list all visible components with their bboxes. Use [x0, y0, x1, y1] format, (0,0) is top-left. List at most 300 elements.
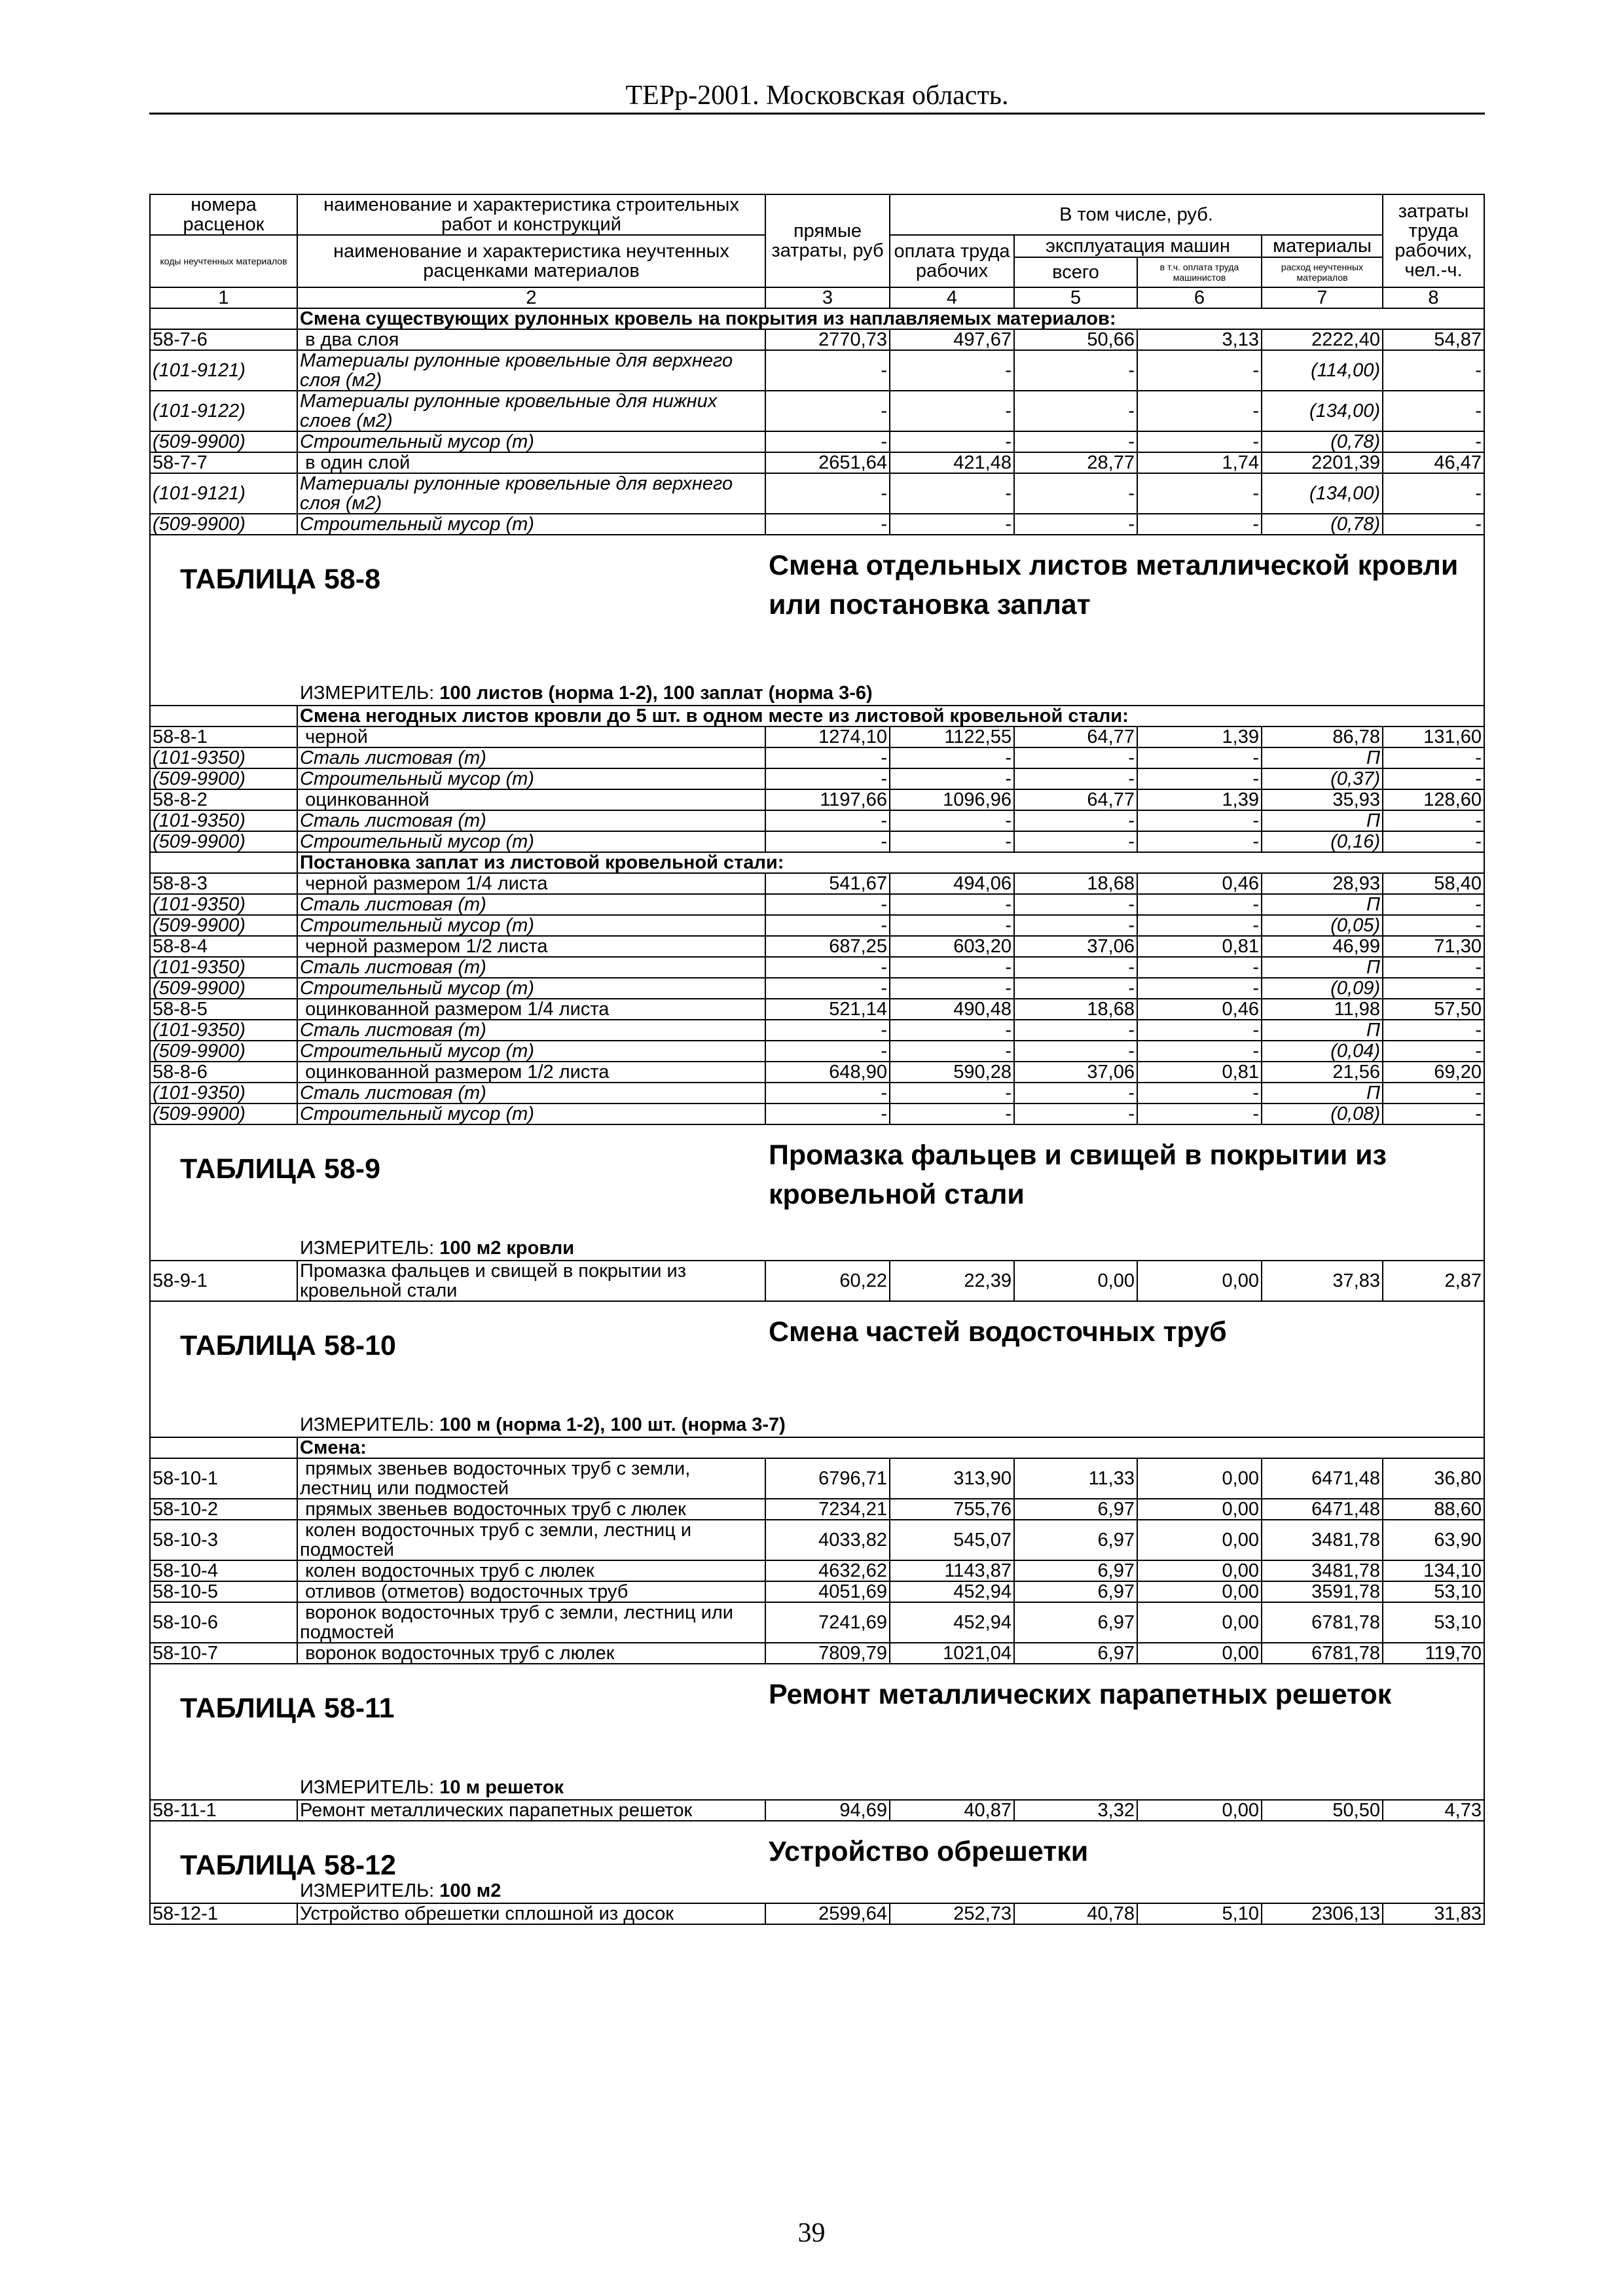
machines-pay-value: 0,00: [1137, 1261, 1262, 1301]
material-row: [150, 391, 1484, 431]
material-code: (101-9350): [150, 1020, 297, 1041]
rate-code: 58-8-5: [150, 999, 297, 1020]
machines-pay-value: 1,39: [1137, 726, 1262, 747]
direct-costs-value: 7241,69: [765, 1602, 890, 1643]
rate-code: 58-10-5: [150, 1581, 297, 1602]
machines-pay-value: 0,46: [1137, 873, 1262, 894]
rate-row: [150, 1458, 1484, 1499]
pay-value: -: [890, 1103, 1014, 1124]
material-name: Строительный мусор (т): [297, 768, 765, 789]
table-section-banner: [150, 1664, 1484, 1800]
labor-value: -: [1383, 514, 1484, 535]
materials-value: 21,56: [1262, 1062, 1383, 1083]
materials-value: П: [1262, 894, 1383, 915]
pay-value: 1021,04: [890, 1643, 1014, 1664]
direct-costs-value: -: [765, 350, 890, 391]
machines-total-value: 6,97: [1014, 1520, 1137, 1560]
materials-value: 35,93: [1262, 789, 1383, 810]
col-materials-sub-header: расход неучтенных материалов: [1262, 257, 1383, 287]
materials-value: П: [1262, 1083, 1383, 1103]
material-code: (509-9900): [150, 978, 297, 999]
direct-costs-value: -: [765, 1103, 890, 1124]
material-name: Строительный мусор (т): [297, 431, 765, 452]
materials-value: 28,93: [1262, 873, 1383, 894]
materials-value: 11,98: [1262, 999, 1383, 1020]
material-code: (509-9900): [150, 1103, 297, 1124]
labor-value: 53,10: [1383, 1581, 1484, 1602]
machines-pay-value: -: [1137, 747, 1262, 768]
material-row: [150, 473, 1484, 514]
materials-value: 6471,48: [1262, 1499, 1383, 1520]
material-name: Сталь листовая (т): [297, 957, 765, 978]
labor-value: -: [1383, 1020, 1484, 1041]
machines-pay-value: 3,13: [1137, 329, 1262, 350]
column-number-cell: 5: [1014, 287, 1137, 308]
machines-pay-value: -: [1137, 894, 1262, 915]
machines-pay-value: 0,00: [1137, 1458, 1262, 1499]
labor-value: -: [1383, 1041, 1484, 1062]
rate-code: 58-8-4: [150, 936, 297, 957]
rate-row: [150, 452, 1484, 473]
machines-total-value: 6,97: [1014, 1581, 1137, 1602]
material-name: Сталь листовая (т): [297, 747, 765, 768]
materials-value: 2201,39: [1262, 452, 1383, 473]
labor-value: 57,50: [1383, 999, 1484, 1020]
work-name: в один слой: [297, 452, 765, 473]
direct-costs-value: 94,69: [765, 1800, 890, 1821]
table-section-banner: [150, 1301, 1484, 1437]
machines-total-value: -: [1014, 810, 1137, 831]
materials-value: (0,05): [1262, 915, 1383, 936]
section-measure: [300, 1238, 574, 1259]
rate-code: 58-7-7: [150, 452, 297, 473]
group-heading: Смена существующих рулонных кровель на покрытия из наплавляемых материалов:: [297, 308, 1484, 329]
labor-value: 2,87: [1383, 1261, 1484, 1301]
work-name: черной размером 1/4 листа: [297, 873, 765, 894]
material-code: (101-9350): [150, 957, 297, 978]
empty-cell: [150, 1437, 297, 1458]
material-row: [150, 350, 1484, 391]
direct-costs-value: 521,14: [765, 999, 890, 1020]
materials-value: 86,78: [1262, 726, 1383, 747]
pay-value: -: [890, 957, 1014, 978]
machines-pay-value: -: [1137, 350, 1262, 391]
running-header: ТЕРр-2001. Московская область.: [149, 79, 1485, 115]
materials-value: 6781,78: [1262, 1602, 1383, 1643]
table-section-banner: [150, 535, 1484, 706]
machines-pay-value: 1,74: [1137, 452, 1262, 473]
materials-value: 3591,78: [1262, 1581, 1383, 1602]
section-measure: [300, 1414, 786, 1435]
direct-costs-value: -: [765, 1083, 890, 1103]
machines-pay-value: 0,46: [1137, 999, 1262, 1020]
work-name: воронок водосточных труб с люлек: [297, 1643, 765, 1664]
pay-value: 252,73: [890, 1903, 1014, 1924]
pay-value: -: [890, 1041, 1014, 1062]
rate-code: 58-10-6: [150, 1602, 297, 1643]
machines-pay-value: 1,39: [1137, 789, 1262, 810]
pay-value: 545,07: [890, 1520, 1014, 1560]
labor-value: -: [1383, 1103, 1484, 1124]
direct-costs-value: -: [765, 810, 890, 831]
direct-costs-value: 687,25: [765, 936, 890, 957]
pay-value: -: [890, 431, 1014, 452]
machines-pay-value: -: [1137, 978, 1262, 999]
material-name: Сталь листовая (т): [297, 1020, 765, 1041]
section-measure: [300, 683, 873, 704]
material-code: (509-9900): [150, 431, 297, 452]
measure-value: 100 м2 кровли: [439, 1238, 575, 1259]
machines-total-value: -: [1014, 1103, 1137, 1124]
machines-total-value: -: [1014, 473, 1137, 514]
machines-total-value: 37,06: [1014, 936, 1137, 957]
machines-pay-value: -: [1137, 810, 1262, 831]
labor-value: 71,30: [1383, 936, 1484, 957]
work-name: Ремонт металлических парапетных решеток: [297, 1800, 765, 1821]
machines-pay-value: -: [1137, 431, 1262, 452]
pay-value: 1122,55: [890, 726, 1014, 747]
column-number-cell: 6: [1137, 287, 1262, 308]
material-code: (509-9900): [150, 768, 297, 789]
machines-total-value: 18,68: [1014, 873, 1137, 894]
machines-pay-value: 0,00: [1137, 1643, 1262, 1664]
machines-pay-value: 0,00: [1137, 1602, 1262, 1643]
machines-total-value: 3,32: [1014, 1800, 1137, 1821]
machines-pay-value: 0,00: [1137, 1581, 1262, 1602]
machines-total-value: -: [1014, 391, 1137, 431]
material-code: (101-9350): [150, 747, 297, 768]
work-name: колен водосточных труб с земли, лестниц и подмостей: [297, 1520, 765, 1560]
column-number-cell: 2: [297, 287, 765, 308]
machines-total-value: -: [1014, 747, 1137, 768]
direct-costs-value: -: [765, 768, 890, 789]
direct-costs-value: 7234,21: [765, 1499, 890, 1520]
material-name: Сталь листовая (т): [297, 810, 765, 831]
material-row: [150, 957, 1484, 978]
machines-pay-value: 0,00: [1137, 1499, 1262, 1520]
machines-total-value: 64,77: [1014, 726, 1137, 747]
direct-costs-value: 1274,10: [765, 726, 890, 747]
machines-pay-value: -: [1137, 768, 1262, 789]
material-name: Материалы рулонные кровельные для верхнего слоя (м2): [297, 473, 765, 514]
measure-label: ИЗМЕРИТЕЛЬ:: [300, 683, 435, 704]
rate-code: 58-11-1: [150, 1800, 297, 1821]
labor-value: -: [1383, 431, 1484, 452]
work-name: Промазка фальцев и свищей в покрытии из кровельной стали: [297, 1261, 765, 1301]
direct-costs-value: -: [765, 915, 890, 936]
direct-costs-value: 2599,64: [765, 1903, 890, 1924]
material-name: Строительный мусор (т): [297, 514, 765, 535]
material-row: [150, 1041, 1484, 1062]
pay-value: 490,48: [890, 999, 1014, 1020]
column-number-cell: 4: [890, 287, 1014, 308]
materials-value: 50,50: [1262, 1800, 1383, 1821]
pay-value: 1143,87: [890, 1560, 1014, 1581]
labor-value: -: [1383, 810, 1484, 831]
labor-value: 53,10: [1383, 1602, 1484, 1643]
measure-value: 100 листов (норма 1-2), 100 заплат (норма 3-6): [439, 683, 873, 704]
labor-value: -: [1383, 350, 1484, 391]
rate-code: 58-12-1: [150, 1903, 297, 1924]
machines-total-value: -: [1014, 431, 1137, 452]
machines-total-value: 6,97: [1014, 1602, 1137, 1643]
pay-value: -: [890, 810, 1014, 831]
materials-value: (134,00): [1262, 391, 1383, 431]
section-table-name: Устройство обрешетки: [769, 1836, 1089, 1867]
direct-costs-value: -: [765, 747, 890, 768]
direct-costs-value: -: [765, 978, 890, 999]
pay-value: 452,94: [890, 1602, 1014, 1643]
material-code: (509-9900): [150, 915, 297, 936]
material-name: Строительный мусор (т): [297, 1103, 765, 1124]
machines-total-value: -: [1014, 1020, 1137, 1041]
material-row: [150, 978, 1484, 999]
measure-label: ИЗМЕРИТЕЛЬ:: [300, 1777, 435, 1798]
work-name: в два слоя: [297, 329, 765, 350]
rate-row: [150, 1602, 1484, 1643]
measure-label: ИЗМЕРИТЕЛЬ:: [300, 1238, 435, 1259]
materials-value: П: [1262, 957, 1383, 978]
materials-value: (0,16): [1262, 831, 1383, 852]
machines-pay-value: -: [1137, 1083, 1262, 1103]
column-number-cell: 3: [765, 287, 890, 308]
labor-value: -: [1383, 391, 1484, 431]
materials-value: 46,99: [1262, 936, 1383, 957]
rate-row: [150, 1800, 1484, 1821]
material-name: Строительный мусор (т): [297, 831, 765, 852]
labor-value: 58,40: [1383, 873, 1484, 894]
rate-row: [150, 999, 1484, 1020]
group-heading: Смена негодных листов кровли до 5 шт. в одном месте из листовой кровельной стали:: [297, 706, 1484, 726]
material-name: Материалы рулонные кровельные для верхнего слоя (м2): [297, 350, 765, 391]
labor-value: -: [1383, 768, 1484, 789]
material-row: [150, 831, 1484, 852]
pay-value: -: [890, 894, 1014, 915]
machines-total-value: -: [1014, 957, 1137, 978]
direct-costs-value: -: [765, 473, 890, 514]
machines-total-value: 11,33: [1014, 1458, 1137, 1499]
group-heading-row: [150, 706, 1484, 726]
pay-value: -: [890, 391, 1014, 431]
col-material-name-header: наименование и характеристика неучтенных расценками материалов: [297, 235, 765, 287]
machines-pay-value: -: [1137, 514, 1262, 535]
machines-total-value: 6,97: [1014, 1643, 1137, 1664]
work-name: воронок водосточных труб с земли, лестниц или подмостей: [297, 1602, 765, 1643]
rate-row: [150, 936, 1484, 957]
work-name: колен водосточных труб с люлек: [297, 1560, 765, 1581]
material-code: (101-9121): [150, 350, 297, 391]
material-code: (101-9350): [150, 894, 297, 915]
group-heading: Смена:: [297, 1437, 1484, 1458]
machines-pay-value: 5,10: [1137, 1903, 1262, 1924]
section-table-title: ТАБЛИЦА 58-9: [180, 1153, 380, 1185]
pay-value: -: [890, 747, 1014, 768]
materials-value: (134,00): [1262, 473, 1383, 514]
machines-total-value: -: [1014, 1083, 1137, 1103]
materials-value: 6471,48: [1262, 1458, 1383, 1499]
material-name: Материалы рулонные кровельные для нижних слоев (м2): [297, 391, 765, 431]
pay-value: 494,06: [890, 873, 1014, 894]
pay-value: -: [890, 473, 1014, 514]
pay-value: 497,67: [890, 329, 1014, 350]
material-row: [150, 915, 1484, 936]
empty-cell: [150, 308, 297, 329]
direct-costs-value: 4033,82: [765, 1520, 890, 1560]
material-row: [150, 747, 1484, 768]
col-machines-pay-header: в т.ч. оплата труда машинистов: [1137, 257, 1262, 287]
pay-value: -: [890, 1083, 1014, 1103]
direct-costs-value: 648,90: [765, 1062, 890, 1083]
machines-pay-value: -: [1137, 915, 1262, 936]
work-name: оцинкованной размером 1/4 листа: [297, 999, 765, 1020]
table-section-banner: [150, 1821, 1484, 1903]
pay-value: 603,20: [890, 936, 1014, 957]
material-name: Сталь листовая (т): [297, 1083, 765, 1103]
direct-costs-value: -: [765, 831, 890, 852]
machines-total-value: 50,66: [1014, 329, 1137, 350]
labor-value: -: [1383, 894, 1484, 915]
rate-row: [150, 329, 1484, 350]
machines-total-value: -: [1014, 978, 1137, 999]
machines-total-value: 28,77: [1014, 452, 1137, 473]
work-name: оцинкованной размером 1/2 листа: [297, 1062, 765, 1083]
direct-costs-value: 2651,64: [765, 452, 890, 473]
measure-label: ИЗМЕРИТЕЛЬ:: [300, 1414, 435, 1435]
work-name: прямых звеньев водосточных труб с люлек: [297, 1499, 765, 1520]
labor-value: 46,47: [1383, 452, 1484, 473]
materials-value: (0,78): [1262, 431, 1383, 452]
material-row: [150, 1020, 1484, 1041]
rates-table: [149, 194, 1485, 1925]
pay-value: 755,76: [890, 1499, 1014, 1520]
section-table-title: ТАБЛИЦА 58-8: [180, 564, 380, 595]
rate-row: [150, 1560, 1484, 1581]
work-name: отливов (отметов) водосточных труб: [297, 1581, 765, 1602]
pay-value: 313,90: [890, 1458, 1014, 1499]
direct-costs-value: -: [765, 1041, 890, 1062]
section-measure: [300, 1777, 564, 1798]
rate-row: [150, 1499, 1484, 1520]
rate-row: [150, 1261, 1484, 1301]
labor-value: -: [1383, 1083, 1484, 1103]
material-row: [150, 768, 1484, 789]
direct-costs-value: -: [765, 431, 890, 452]
rate-row: [150, 873, 1484, 894]
measure-label: ИЗМЕРИТЕЛЬ:: [300, 1880, 435, 1901]
materials-value: (0,08): [1262, 1103, 1383, 1124]
labor-value: -: [1383, 473, 1484, 514]
pay-value: 22,39: [890, 1261, 1014, 1301]
materials-value: 37,83: [1262, 1261, 1383, 1301]
measure-value: 100 м (норма 1-2), 100 шт. (норма 3-7): [439, 1414, 786, 1435]
section-table-name: Смена частей водосточных труб: [769, 1316, 1227, 1348]
rate-code: 58-10-4: [150, 1560, 297, 1581]
pay-value: -: [890, 350, 1014, 391]
labor-value: 128,60: [1383, 789, 1484, 810]
pay-value: 452,94: [890, 1581, 1014, 1602]
machines-total-value: 37,06: [1014, 1062, 1137, 1083]
labor-value: -: [1383, 915, 1484, 936]
machines-total-value: 6,97: [1014, 1560, 1137, 1581]
labor-value: 63,90: [1383, 1520, 1484, 1560]
section-table-title: ТАБЛИЦА 58-11: [180, 1693, 395, 1724]
page-number: 39: [797, 2218, 826, 2248]
rate-code: 58-8-6: [150, 1062, 297, 1083]
machines-pay-value: -: [1137, 1020, 1262, 1041]
material-code: (101-9350): [150, 1083, 297, 1103]
labor-value: -: [1383, 957, 1484, 978]
group-heading-row: [150, 308, 1484, 329]
pay-value: 40,87: [890, 1800, 1014, 1821]
direct-costs-value: 60,22: [765, 1261, 890, 1301]
rate-code: 58-10-1: [150, 1458, 297, 1499]
machines-total-value: 18,68: [1014, 999, 1137, 1020]
machines-pay-value: -: [1137, 473, 1262, 514]
col-including-header: В том числе, руб.: [890, 194, 1383, 235]
direct-costs-value: 2770,73: [765, 329, 890, 350]
labor-value: 88,60: [1383, 1499, 1484, 1520]
material-name: Строительный мусор (т): [297, 1041, 765, 1062]
pay-value: 1096,96: [890, 789, 1014, 810]
labor-value: 31,83: [1383, 1903, 1484, 1924]
col-rate-number-header: номера расценок: [150, 194, 297, 235]
measure-value: 100 м2: [439, 1880, 501, 1901]
materials-value: (0,78): [1262, 514, 1383, 535]
direct-costs-value: -: [765, 514, 890, 535]
rate-row: [150, 726, 1484, 747]
section-table-name: Ремонт металлических парапетных решеток: [769, 1679, 1392, 1710]
rate-code: 58-9-1: [150, 1261, 297, 1301]
materials-value: П: [1262, 810, 1383, 831]
rate-row: [150, 1062, 1484, 1083]
col-materials-header: материалы: [1262, 235, 1383, 257]
material-name: Строительный мусор (т): [297, 915, 765, 936]
labor-value: 36,80: [1383, 1458, 1484, 1499]
work-name: прямых звеньев водосточных труб с земли, лестниц или подмостей: [297, 1458, 765, 1499]
direct-costs-value: -: [765, 894, 890, 915]
machines-pay-value: -: [1137, 1041, 1262, 1062]
materials-value: 2222,40: [1262, 329, 1383, 350]
machines-pay-value: -: [1137, 391, 1262, 431]
pay-value: -: [890, 831, 1014, 852]
machines-total-value: 6,97: [1014, 1499, 1137, 1520]
machines-pay-value: -: [1137, 1103, 1262, 1124]
material-row: [150, 1103, 1484, 1124]
rate-code: 58-7-6: [150, 329, 297, 350]
pay-value: -: [890, 514, 1014, 535]
pay-value: -: [890, 768, 1014, 789]
material-name: Строительный мусор (т): [297, 978, 765, 999]
materials-value: (0,37): [1262, 768, 1383, 789]
machines-pay-value: 0,00: [1137, 1800, 1262, 1821]
machines-total-value: -: [1014, 1041, 1137, 1062]
material-row: [150, 1083, 1484, 1103]
col-machines-total-header: всего: [1014, 257, 1137, 287]
direct-costs-value: 6796,71: [765, 1458, 890, 1499]
direct-costs-value: -: [765, 391, 890, 431]
column-number-cell: 7: [1262, 287, 1383, 308]
pay-value: -: [890, 915, 1014, 936]
section-table-title: ТАБЛИЦА 58-10: [180, 1330, 396, 1361]
material-row: [150, 810, 1484, 831]
rate-code: 58-10-7: [150, 1643, 297, 1664]
material-code: (101-9121): [150, 473, 297, 514]
labor-value: 69,20: [1383, 1062, 1484, 1083]
pay-value: 590,28: [890, 1062, 1014, 1083]
col-pay-header: оплата труда рабочих: [890, 235, 1014, 287]
labor-value: 119,70: [1383, 1643, 1484, 1664]
direct-costs-value: 1197,66: [765, 789, 890, 810]
